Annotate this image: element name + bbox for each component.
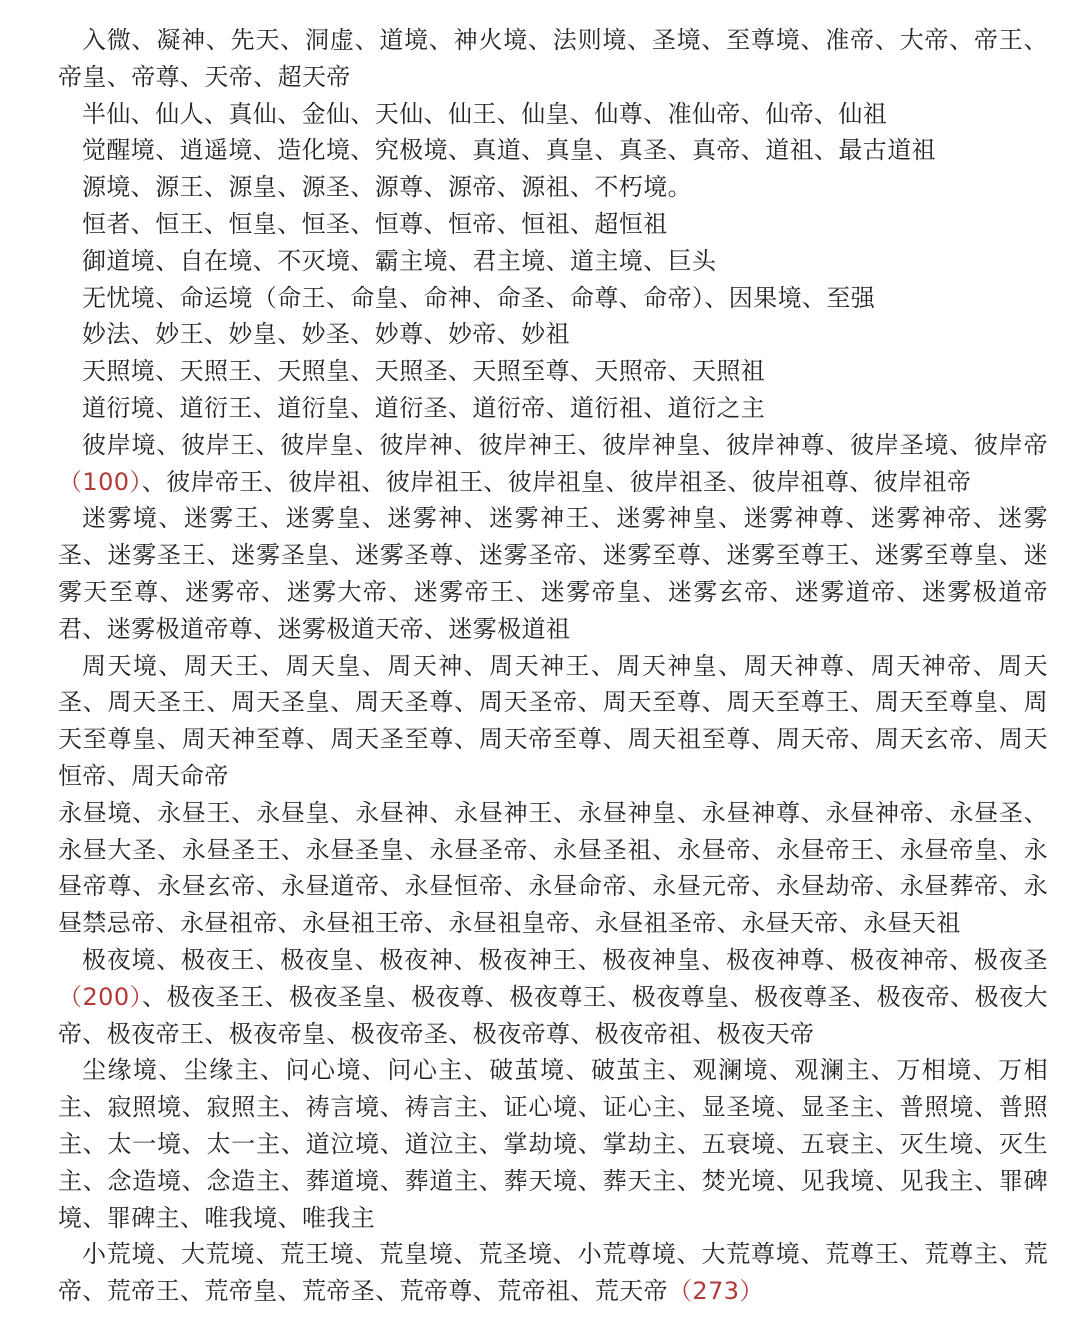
realm-list-text: 周天境、周天王、周天皇、周天神、周天神王、周天神皇、周天神尊、周天神帝、周天圣、周天圣王、周天圣皇、周天圣尊、周天圣帝、周天至尊、周天至尊王、周天至尊皇、周天至尊皇、周天神至尊、周天圣至尊、周天帝至尊、周天祖至尊、周天帝、周天玄帝、周天恒帝、周天命帝	[58, 651, 1048, 790]
realm-paragraph	[58, 22, 1048, 96]
realm-paragraph	[58, 648, 1048, 795]
realm-list-text: 道衍境、道衍王、道衍皇、道衍圣、道衍帝、道衍祖、道衍之主	[82, 393, 766, 422]
realm-list-text: 妙法、妙王、妙皇、妙圣、妙尊、妙帝、妙祖	[82, 320, 570, 349]
realm-paragraph	[58, 96, 1048, 133]
realm-list-text: 半仙、仙人、真仙、金仙、天仙、仙王、仙皇、仙尊、准仙帝、仙帝、仙祖	[82, 99, 888, 128]
realm-paragraph	[58, 353, 1048, 390]
realm-paragraph	[58, 1236, 1048, 1310]
realm-list-text: 尘缘境、尘缘主、问心境、问心主、破茧境、破茧主、观澜境、观澜主、万相境、万相主、寂照境、寂照主、祷言境、祷言主、证心境、证心主、显圣境、显圣主、普照境、普照主、太一境、太一主、道泣境、道泣主、掌劫境、掌劫主、五衰境、五衰主、灭生境、灭生主、念造境、念造主、葬道境、葬道主、葬天境、葬天主、焚光境、见我境、见我主、罪碑境、罪碑主、唯我境、唯我主	[58, 1056, 1048, 1232]
document-body	[58, 22, 1048, 1310]
realm-list-text: 天照境、天照王、天照皇、天照圣、天照至尊、天照帝、天照祖	[82, 357, 766, 386]
realm-count-marker: （273）	[668, 1277, 764, 1306]
realm-list-text: 永昼境、永昼王、永昼皇、永昼神、永昼神王、永昼神皇、永昼神尊、永昼神帝、永昼圣、永昼大圣、永昼圣王、永昼圣皇、永昼圣帝、永昼圣祖、永昼帝、永昼帝王、永昼帝皇、永昼帝尊、永昼玄帝、永昼道帝、永昼恒帝、永昼命帝、永昼元帝、永昼劫帝、永昼葬帝、永昼禁忌帝、永昼祖帝、永昼祖王帝、永昼祖皇帝、永昼祖圣帝、永昼天帝、永昼天祖	[58, 798, 1048, 938]
realm-paragraph	[58, 390, 1048, 427]
realm-list-text: 极夜境、极夜王、极夜皇、极夜神、极夜神王、极夜神皇、极夜神尊、极夜神帝、极夜圣	[82, 945, 1048, 974]
realm-paragraph	[58, 795, 1048, 942]
realm-list-text: 觉醒境、逍遥境、造化境、究极境、真道、真皇、真圣、真帝、道祖、最古道祖	[82, 136, 936, 165]
realm-list-text: 源境、源王、源皇、源圣、源尊、源帝、源祖、不朽境。	[82, 173, 692, 202]
realm-paragraph	[58, 316, 1048, 353]
realm-paragraph	[58, 206, 1048, 243]
realm-list-text: 小荒境、大荒境、荒王境、荒皇境、荒圣境、小荒尊境、大荒尊境、荒尊王、荒尊主、荒帝、荒帝王、荒帝皇、荒帝圣、荒帝尊、荒帝祖、荒天帝	[58, 1240, 1048, 1306]
realm-paragraph	[58, 942, 1048, 1052]
realm-list-text: 入微、凝神、先天、洞虚、道境、神火境、法则境、圣境、至尊境、准帝、大帝、帝王、帝皇、帝尊、天帝、超天帝	[58, 26, 1048, 91]
realm-list-text: 恒者、恒王、恒皇、恒圣、恒尊、恒帝、恒祖、超恒祖	[82, 209, 668, 238]
realm-count-marker: （100）	[58, 467, 142, 496]
realm-list-text: 御道境、自在境、不灭境、霸主境、君主境、道主境、巨头	[82, 246, 717, 275]
realm-paragraph	[58, 427, 1048, 501]
realm-count-marker: （200）	[58, 982, 143, 1011]
realm-paragraph	[58, 1052, 1048, 1236]
realm-paragraph	[58, 243, 1048, 280]
realm-paragraph	[58, 132, 1048, 169]
realm-paragraph	[58, 280, 1048, 317]
realm-list-text: 、极夜圣王、极夜圣皇、极夜尊、极夜尊王、极夜尊皇、极夜尊圣、极夜帝、极夜大帝、极夜帝王、极夜帝皇、极夜帝圣、极夜帝尊、极夜帝祖、极夜天帝	[58, 982, 1048, 1048]
realm-paragraph	[58, 169, 1048, 206]
realm-list-text: 、彼岸帝王、彼岸祖、彼岸祖王、彼岸祖皇、彼岸祖圣、彼岸祖尊、彼岸祖帝	[141, 467, 972, 496]
realm-list-text: 无忧境、命运境（命王、命皇、命神、命圣、命尊、命帝）、因果境、至强	[82, 283, 876, 312]
realm-paragraph	[58, 500, 1048, 647]
realm-list-text: 彼岸境、彼岸王、彼岸皇、彼岸神、彼岸神王、彼岸神皇、彼岸神尊、彼岸圣境、彼岸帝	[82, 430, 1048, 459]
realm-list-text: 迷雾境、迷雾王、迷雾皇、迷雾神、迷雾神王、迷雾神皇、迷雾神尊、迷雾神帝、迷雾圣、迷雾圣王、迷雾圣皇、迷雾圣尊、迷雾圣帝、迷雾至尊、迷雾至尊王、迷雾至尊皇、迷雾天至尊、迷雾帝、迷雾大帝、迷雾帝王、迷雾帝皇、迷雾玄帝、迷雾道帝、迷雾极道帝君、迷雾极道帝尊、迷雾极道天帝、迷雾极道祖	[58, 504, 1048, 643]
